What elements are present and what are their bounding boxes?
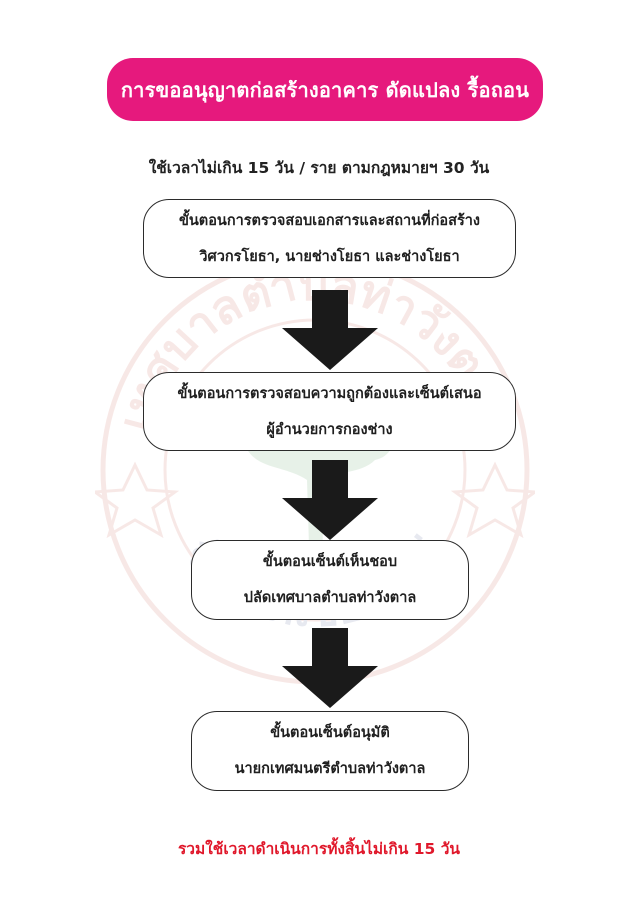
step-responsible: ผู้อำนวยการกองช่าง xyxy=(266,421,393,438)
down-arrow-icon xyxy=(280,628,380,708)
step-responsible: นายกเทศมนตรีตำบลท่าวังตาล xyxy=(234,761,426,777)
flow-step-approval xyxy=(191,711,469,791)
step-title: ขั้นตอนการตรวจสอบความถูกต้องและเซ็นต์เสนอ xyxy=(177,385,482,402)
step-title: ขั้นตอนเซ็นต์เห็นชอบ xyxy=(262,554,398,570)
step-responsible: ปลัดเทศบาลตำบลท่าวังตาล xyxy=(243,590,417,606)
down-arrow-icon xyxy=(280,290,380,370)
watermark-top-text: เ ศบาลตำบลท่าวังต xyxy=(107,256,497,437)
time-limit-subtitle: ใช้เวลาไม่เกิน 15 วัน / ราย ตามกฎหมายฯ 30 วัน xyxy=(148,159,490,177)
total-time-summary: รวมใช้เวลาดำเนินการทั้งสิ้นไม่เกิน 15 วัน xyxy=(177,840,460,858)
down-arrow-icon xyxy=(280,460,380,540)
page-title xyxy=(107,58,543,121)
flow-step-document-inspection xyxy=(143,199,516,278)
step-title: ขั้นตอนการตรวจสอบเอกสารและสถานที่ก่อสร้าง xyxy=(178,212,480,229)
step-title: ขั้นตอนเซ็นต์อนุมัติ xyxy=(270,725,390,741)
page-title-text: การขออนุญาตก่อสร้างอาคาร ดัดแปลง รื้อถอน xyxy=(120,77,530,102)
flow-step-accuracy-check xyxy=(143,372,516,451)
flow-step-endorsement xyxy=(191,540,469,620)
step-responsible: วิศวกรโยธา, นายช่างโยธา และช่างโยธา xyxy=(199,248,460,265)
